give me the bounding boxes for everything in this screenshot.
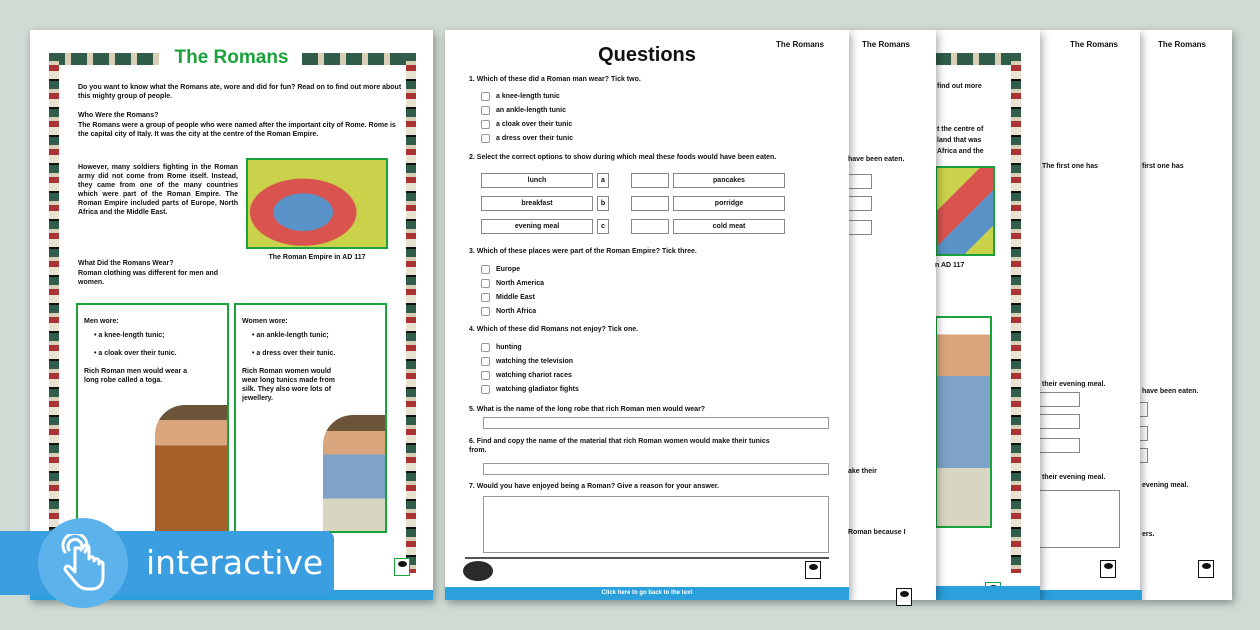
- question-1: 1. Which of these did a Roman man wear? Tick two.: [469, 76, 641, 83]
- checkbox-option[interactable]: [481, 355, 579, 369]
- checkbox[interactable]: [481, 120, 490, 129]
- men-item: • a cloak over their tunic.: [94, 350, 177, 357]
- option-label: North America: [496, 280, 544, 287]
- checkbox-option[interactable]: [481, 383, 579, 397]
- map-image: [935, 166, 995, 256]
- page-header: The Romans: [1158, 40, 1207, 49]
- worksheet-page-5: [1040, 30, 1140, 600]
- text-snippet: t the centre of: [937, 126, 984, 133]
- paragraph-3: Roman clothing was different for men and women.: [78, 270, 219, 286]
- page-header: The Romans: [1070, 40, 1119, 49]
- footer-bar: [935, 586, 1040, 600]
- question-2: 2. Select the correct options to show during which meal these foods would have been eaten.: [469, 154, 777, 161]
- page-header: The Romans: [776, 40, 825, 49]
- text-snippet: evening meal.: [1142, 482, 1189, 489]
- option-label: a dress over their tunic: [496, 135, 574, 142]
- checkbox-option[interactable]: [481, 277, 544, 291]
- worksheet-page-4: [935, 30, 1040, 600]
- worksheet-page-6: [1140, 30, 1232, 600]
- text-snippet: land that was: [937, 137, 982, 144]
- option-label: Middle East: [496, 294, 535, 301]
- interactive-label: interactive: [146, 543, 324, 582]
- men-clothing-box: [76, 303, 229, 533]
- paragraph-1: The Romans were a group of people who were named after the important city of Rome. Rome is the capital city of Italy. It was the city at the centre of the Roman Empire.: [78, 122, 396, 138]
- answer-box[interactable]: [1038, 490, 1120, 548]
- question-6: 6. Find and copy the name of the material that rich Roman women would make their tunics from.: [469, 438, 770, 454]
- answer-6-input[interactable]: [483, 463, 829, 475]
- roman-empire-map: [246, 158, 388, 249]
- answer-5-input[interactable]: [483, 417, 829, 429]
- text-snippet: their evening meal.: [1042, 381, 1106, 388]
- text-snippet: have been eaten.: [848, 156, 905, 163]
- question-5: 5. What is the name of the long robe that rich Roman men would wear?: [469, 406, 706, 413]
- option-label: Europe: [496, 266, 521, 273]
- food-label: cold meat: [673, 219, 785, 234]
- page-title: The Romans: [174, 47, 289, 68]
- meal-letter: a: [597, 173, 609, 188]
- questions-page: [445, 30, 849, 600]
- text-snippet: ake their: [848, 468, 877, 475]
- text-snippet: Africa and the: [937, 148, 984, 155]
- decorative-border: [935, 53, 1020, 65]
- women-item: • a dress over their tunic.: [252, 350, 336, 357]
- heading-who: Who Were the Romans?: [78, 112, 159, 119]
- text-snippet: first one has: [1142, 163, 1184, 170]
- women-clothing-box: [234, 303, 387, 533]
- answer-box[interactable]: [1038, 414, 1080, 429]
- brand-logo: [463, 561, 493, 581]
- meal-letter: b: [597, 196, 609, 211]
- meal-label: breakfast: [481, 196, 593, 211]
- men-title: Men wore:: [84, 318, 119, 325]
- answer-7-textarea[interactable]: [483, 496, 829, 553]
- option-label: hunting: [496, 344, 522, 351]
- option-label: watching the television: [496, 358, 574, 365]
- illustration-woman: [935, 316, 992, 528]
- answer-input[interactable]: [631, 173, 669, 188]
- decorative-border: [49, 53, 59, 573]
- decorative-border: [406, 53, 416, 573]
- footer-bar: [1040, 590, 1142, 600]
- worksheet-page-3: [848, 30, 936, 600]
- text-snippet: find out more: [937, 83, 982, 90]
- checkbox[interactable]: [481, 92, 490, 101]
- answer-box[interactable]: [1038, 438, 1080, 453]
- checkbox-option[interactable]: [481, 90, 573, 104]
- question-4: 4. Which of these did Romans not enjoy? Tick one.: [469, 326, 639, 333]
- checkbox-option[interactable]: [481, 291, 544, 305]
- paragraph-2: However, many soldiers fighting in the Roman army did not come from Rome itself. Instead, they came from one of the many countries which were part of the Roman Empire. The Roman Empire included parts of Europe, North Africa and the Middle East.: [78, 164, 238, 216]
- women-title: Women wore:: [242, 318, 288, 325]
- text-snippet: Roman because I: [848, 529, 906, 536]
- meal-label: lunch: [481, 173, 593, 188]
- checkbox[interactable]: [481, 307, 490, 316]
- option-label: a cloak over their tunic: [496, 121, 573, 128]
- checkbox-option[interactable]: [481, 118, 573, 132]
- answer-input[interactable]: [631, 219, 669, 234]
- page-header: The Romans: [862, 40, 911, 49]
- checkbox[interactable]: [481, 385, 490, 394]
- food-label: porridge: [673, 196, 785, 211]
- reading-page: [30, 30, 433, 600]
- decorative-border: [1011, 53, 1021, 573]
- checkbox[interactable]: [481, 357, 490, 366]
- map-caption-snippet: n AD 117: [935, 262, 965, 269]
- checkbox[interactable]: [481, 279, 490, 288]
- map-caption: The Roman Empire in AD 117: [268, 254, 366, 261]
- checkbox[interactable]: [481, 265, 490, 274]
- text-snippet: The first one has: [1042, 163, 1099, 170]
- checkbox-option[interactable]: [481, 341, 579, 355]
- checkbox[interactable]: [481, 106, 490, 115]
- checkbox-option[interactable]: [481, 104, 573, 118]
- meal-label: evening meal: [481, 219, 593, 234]
- question-7: 7. Would you have enjoyed being a Roman? Give a reason for your answer.: [469, 483, 719, 490]
- text-snippet: their evening meal.: [1042, 474, 1106, 481]
- intro-text: Do you want to know what the Romans ate, wore and did for fun? Read on to find out more about this mighty group of people.: [78, 84, 402, 100]
- option-label: a knee-length tunic: [496, 93, 560, 100]
- checkbox-option[interactable]: [481, 263, 544, 277]
- checkbox[interactable]: [481, 343, 490, 352]
- checkbox-option[interactable]: [481, 305, 544, 319]
- roman-man-illustration: [155, 405, 227, 531]
- footer-link-bar[interactable]: Click here to go back to the text: [445, 587, 849, 600]
- meal-letter: c: [597, 219, 609, 234]
- logo-icon: [1100, 560, 1116, 578]
- checkbox-option[interactable]: [481, 369, 579, 383]
- page-title: Questions: [598, 44, 696, 66]
- men-note: Rich Roman men would wear a long robe called a toga.: [84, 368, 188, 384]
- women-item: • an ankle-length tunic;: [252, 332, 329, 339]
- answer-input[interactable]: [631, 196, 669, 211]
- roman-woman-illustration: [323, 415, 385, 531]
- text-snippet: have been eaten.: [1142, 388, 1199, 395]
- men-item: • a knee-length tunic;: [94, 332, 165, 339]
- option-label: watching gladiator fights: [496, 386, 579, 393]
- option-label: watching chariot races: [496, 372, 572, 379]
- option-label: North Africa: [496, 308, 537, 315]
- logo-icon: [896, 588, 912, 606]
- answer-box[interactable]: [1038, 392, 1080, 407]
- logo-icon: [805, 561, 821, 579]
- checkbox[interactable]: [481, 134, 490, 143]
- checkbox[interactable]: [481, 293, 490, 302]
- logo-icon: [394, 558, 410, 576]
- heading-wear: What Did the Romans Wear?: [78, 260, 174, 267]
- checkbox-option[interactable]: [481, 132, 573, 146]
- tap-hand-icon: [38, 518, 128, 608]
- checkbox[interactable]: [481, 371, 490, 380]
- question-3: 3. Which of these places were part of the Roman Empire? Tick three.: [469, 248, 697, 255]
- footer-rule: [465, 557, 829, 559]
- text-snippet: ers.: [1142, 531, 1155, 538]
- option-label: an ankle-length tunic: [496, 107, 567, 114]
- women-note: Rich Roman women would wear long tunics made from silk. They also wore lots of jewellery.: [242, 368, 335, 402]
- food-label: pancakes: [673, 173, 785, 188]
- logo-icon: [1198, 560, 1214, 578]
